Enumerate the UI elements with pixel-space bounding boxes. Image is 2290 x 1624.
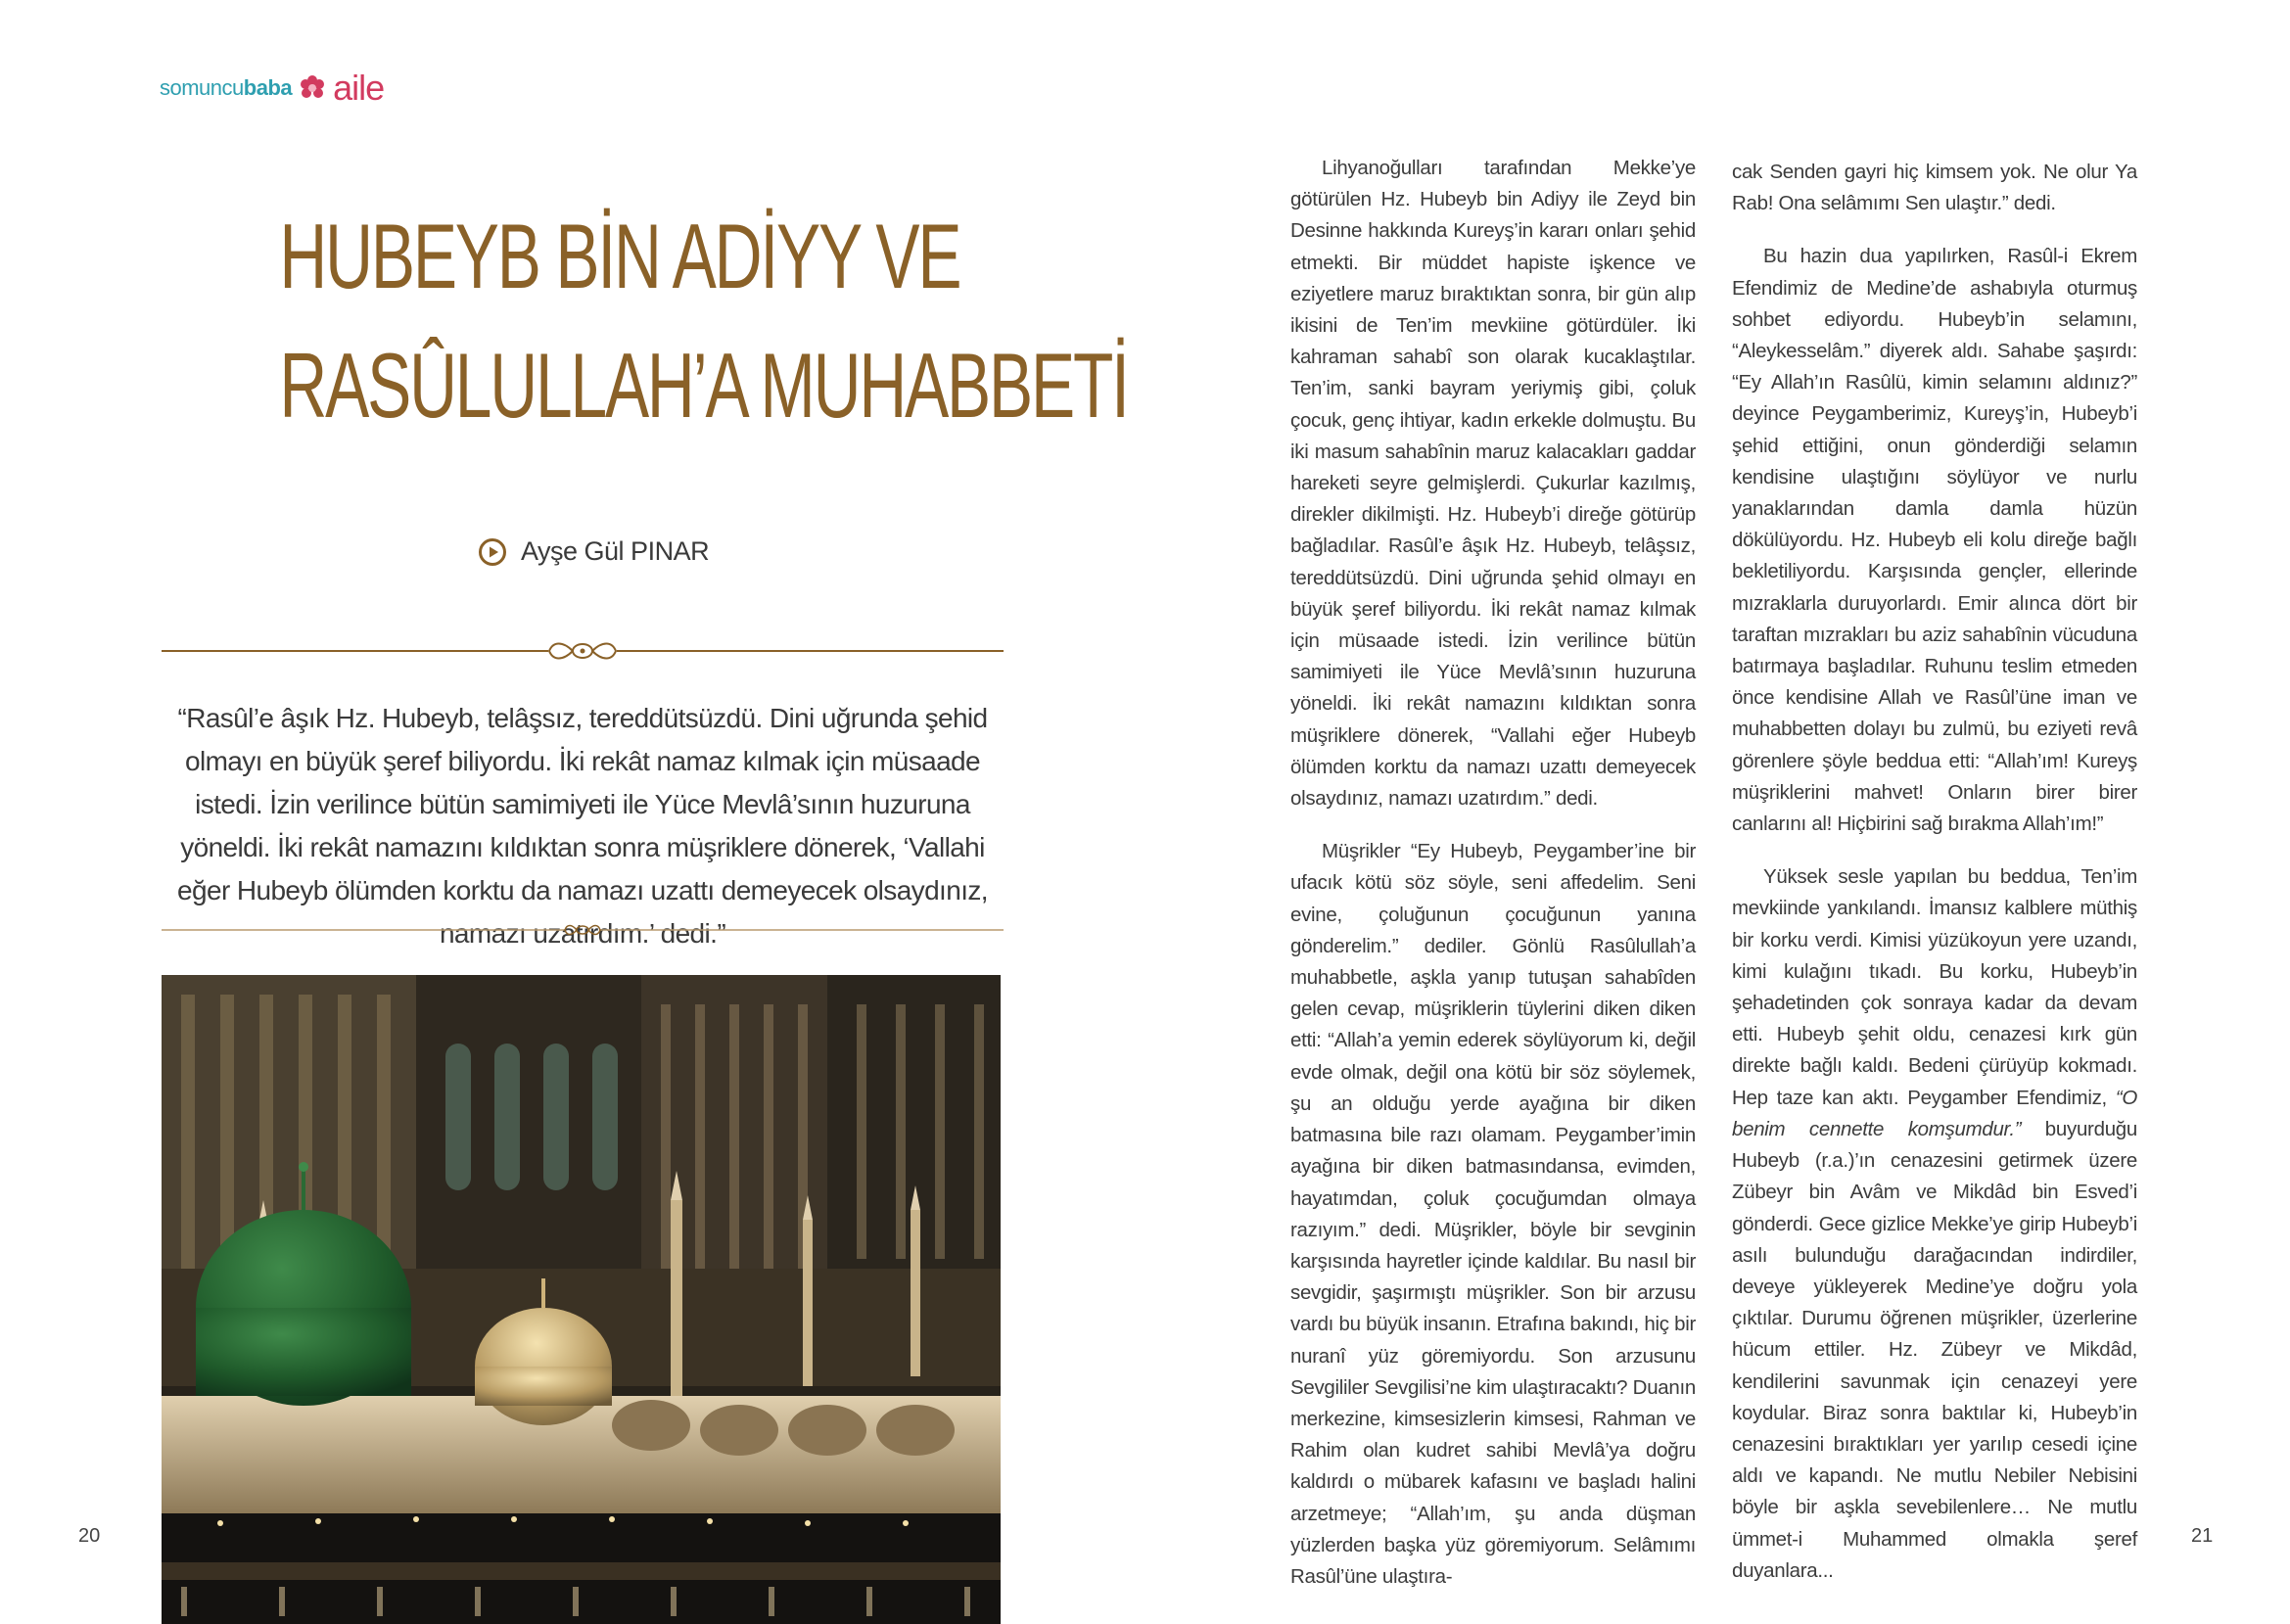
pull-quote: “Rasûl’e âşık Hz. Hubeyb, telâşsız, tereddütsüzdü. Dini uğrunda şehid olmayı en büyük şeref biliyordu. İki rekât namaz kılmak için müsaade istedi. İzin verilince bütün samimiyeti ile Yüce Mevlâ’sının huzuruna yöneldi. İki rekât namazını kıldıktan sonra müşriklere dönerek, ‘Vallahi eğer Hubeyb ölümden korktu da namazı uzattı demeyecek olsaydınız, namazı uzatırdım.’ dedi.” — [177, 703, 988, 949]
author-name: Ayşe Gül PINAR — [521, 536, 710, 566]
paragraph — [1732, 861, 2137, 1587]
paragraph: Müşrikler “Ey Hubeyb, Peygamber’ine bir ufacık kötü söz söyle, seni affedelim. Seni evine, çoluğunun çocuğunun yanına gönderelim.” dediler. Gönlü Rasûlullah’a muhabbetle, aşkla yanıp tutuşan sahabîden gelen cevap, müşriklerin tüylerini diken diken etti: “Allah’a yemin ederek söylüyorum ki, değil evde olmak, değil ona kötü bir söz söylemek, şu an olduğu yerde ayağına bir diken batmasına bile razı olamam. Peygamber’imin ayağına bir diken batmasındansa, evimden, hayatımdan, çoluk çocuğumdan olmaya razıyım.” dedi. Müşrikler, böyle bir sevginin karşısında hayretler içinde kaldılar. Bu nasıl bir sevgidir, şaşırmıştı müşrikler. Son bir arzusu vardı bu büyük insanın. Etrafına bakındı, hiç bir nuranî yüz göremiyordu. Son arzusunu Sevgililer Sevgilisi’ne kim ulaştıracaktı? Duanın merkezine, kimsesizlerin kimsesi, Rahman ve Rahim olan kudret sahibi Mevlâ’ya doğru kaldırdı o mübarek kafasını ve başladı halini arzetmeye; “Allah’ım, şu anda düşman yüzlerden başka yüz göremiyorum. Selâmımı Rasûl’üne ulaştıra- — [1290, 840, 1696, 1588]
page-number-right: 21 — [2191, 1525, 2214, 1547]
text-column-1 — [1290, 153, 1696, 1614]
paragraph: Bu hazin dua yapılırken, Rasûl-i Ekrem Efendimiz de Medine’de ashabıyla oturmuş sohbet ediyordu. Hubeyb’in selamını, “Aleykesselâm.” diyerek aldı. Sahabe şaşırdı: “Ey Allah’ın Rasûlü, kimin selamını aldınız?” deyince Peygamberimiz, Kureyş’in, Hubeyb’i şehid ettiğini, onun gönderdiği selamın kendisine ulaştığını söylüyor ve nurlu yanaklarından damla damla hüzün dökülüyordu. Hz. Hubeyb eli kolu direğe bağlı bekletiliyordu. Karşısında gençler, ellerinde mızraklarla duruyorlardı. Emir alınca dört bir taraftan mızrakları bu aziz sahabînin vücuduna batırmaya başladılar. Ruhunu teslim etmeden önce kendisine Allah ve Rasûl’üne iman ve muhabbetten dolayı bu zulmü, bu eziyeti revâ görenlere şöyle beddua etti: “Allah’ım! Kureyş müşriklerini mahvet! Onların birer birer canlarını al! Hiçbirini sağ bırakma Allah’ım!” — [1732, 245, 2137, 836]
article-title-line-2: RASÛLULLAH’A MUHABBETİ — [279, 334, 1128, 437]
right-page — [1145, 0, 2290, 1624]
mosque-photo — [162, 975, 1001, 1624]
page-number-left: 20 — [78, 1525, 101, 1547]
paragraph: Lihyanoğulları tarafından Mekke’ye götürülen Hz. Hubeyb bin Adiyy ile Zeyd bin Desinne hakkında Kureyş’in kararı onları şehid etmekti. Bir müddet hapiste işkence ve eziyetlere maruz bıraktıktan sonra, bir gün alıp ikisini de Ten’im mevkiine götürdüler. İki kahraman sahabî son olarak kucaklaştılar. Ten’im, sanki bayram yeriymiş gibi, çoluk çocuk, genç ihtiyar, kadın erkekle dolmuştu. Bu iki masum sahabînin maruz kalacakları gaddar hareketi seyre gelmişlerdi. Çukurlar kazılmış, direkler dikilmişti. Hz. Hubeyb’i direğe götürüp bağladılar. Rasûl’e âşık Hz. Hubeyb, telâşsız, tereddütsüzdü. Dini uğrunda şehid olmayı en büyük şeref biliyordu. İki rekât namaz kılmak için müsaade istedi. İzin verilince bütün samimiyeti ile Yüce Mevlâ’sının huzuruna yöneldi. İki rekât namazını kıldıktan sonra müşriklere dönerek, “Vallahi eğer Hubeyb ölümden korktu da namazı uzattı demeyecek olsaydınız, namazı uzatırdım.” dedi. — [1290, 157, 1696, 811]
text-column-2 — [1732, 157, 2137, 1608]
paragraph-text: Yüksek sesle yapılan bu beddua, Ten’im mevkiinde yankılandı. İmansız kalblere müthiş bir korku verdi. Kimisi yüzükoyun yere uzandı, kimi kulağını tıkadı. Bu korku, Hubeyb’in şehadetinden çok sonraya kadar da devam etti. Hubeyb şehit oldu, cenazesi kırk gün direkte bağlı kaldı. Bedeni çürüyüp kokmadı. Hep taze kan aktı. Peygamber Efendimiz, — [1732, 865, 2137, 1109]
ornament-divider-top — [162, 636, 1004, 666]
ornament-divider-bottom — [162, 920, 1004, 940]
paragraph-text: buyurduğu Hubeyb (r.a.)’ın cenazesini getirmek üzere Zübeyr bin Avâm ve Mikdâd bin Esved’i gönderdi. Gece gizlice Mekke’ye girip Hubeyb’i asılı bulunduğu darağacından indirdiler, deveye yükleyerek Medine’ye doğru yola çıktılar. Durumu öğrenen müşrikler, üzerlerine hücum ettiler. Hz. Zübeyr ve Mikdâd, kendilerini savunmak için cenazeyi yere koydular. Biraz sonra baktılar ki, Hubeyb’in cenazesini bıraktıkları yer yarılıp cesedi içine aldı ve kapandı. Ne mutlu Nebiler Nebisini böyle bir aşkla sevebilenlere… Ne mutlu ümmet-i Muhammed olmakla şeref duyanlara... — [1732, 1117, 2137, 1582]
article-title — [279, 192, 1128, 450]
flower-logo-icon — [298, 73, 327, 103]
paragraph: cak Senden gayri hiç kimsem yok. Ne olur Ya Rab! Ona selâmımı Sen ulaştır.” dedi. — [1732, 161, 2137, 215]
author-byline — [478, 536, 709, 567]
play-circle-icon — [478, 537, 507, 567]
logo-text-aile: aile — [333, 68, 385, 108]
logo-text-baba: baba — [243, 75, 293, 100]
logo-text-somuncu: somuncu — [160, 75, 244, 100]
prophet-quote: “O benim cennette komşumdur.” — [1732, 1086, 2137, 1140]
magazine-logo — [160, 69, 384, 108]
article-title-line-1: HUBEYB BİN ADİYY VE — [279, 205, 960, 307]
